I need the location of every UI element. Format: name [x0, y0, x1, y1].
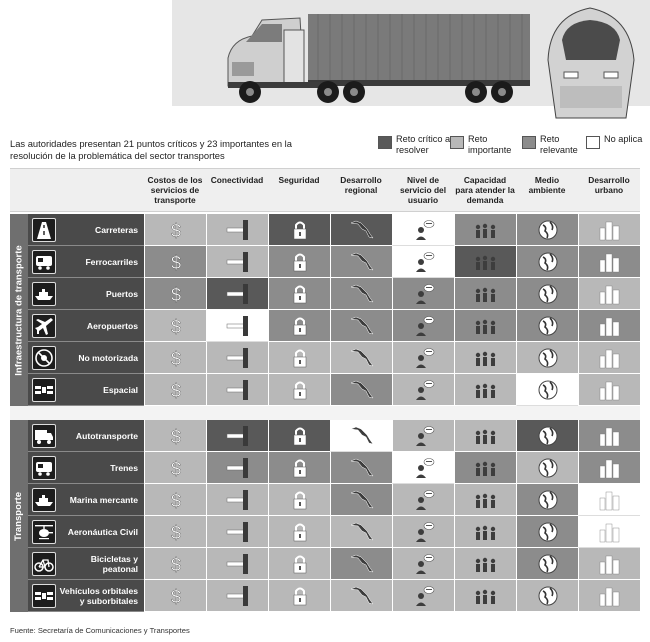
cell-costs: [144, 516, 206, 548]
user-speech-icon: [411, 250, 437, 274]
row-header: [28, 452, 144, 484]
padlock-icon: [287, 520, 313, 544]
crowd-icon: [473, 488, 499, 512]
crowd-icon: [473, 314, 499, 338]
row-label: Aeronáutica Civil: [67, 527, 138, 537]
cell-environment: [516, 278, 578, 310]
row-header: [28, 548, 144, 580]
cell-security: [268, 516, 330, 548]
cell-service: [392, 342, 454, 374]
table-row: [28, 580, 640, 612]
cell-regional: [330, 484, 392, 516]
globe-icon: [535, 584, 561, 608]
cell-costs: [144, 484, 206, 516]
group-separator: [10, 406, 640, 420]
cell-regional: [330, 374, 392, 406]
cell-security: [268, 374, 330, 406]
cell-urban: [578, 278, 640, 310]
mexico-map-icon: [349, 218, 375, 242]
city-icon: [597, 456, 623, 480]
cell-capacity: [454, 278, 516, 310]
cell-security: [268, 484, 330, 516]
padlock-icon: [287, 584, 313, 608]
column-header-environment: Medio ambiente: [528, 175, 566, 195]
cell-security: [268, 246, 330, 278]
cell-service: [392, 548, 454, 580]
globe-icon: [535, 488, 561, 512]
legend-swatch-relevant: [522, 136, 536, 149]
cell-capacity: [454, 374, 516, 406]
connection-bar-icon: [225, 218, 251, 242]
svg-text:$: $: [170, 252, 181, 273]
cell-service: [392, 214, 454, 246]
connection-bar-icon: [225, 520, 251, 544]
train-icon: [32, 456, 56, 480]
padlock-icon: [287, 378, 313, 402]
cell-capacity: [454, 452, 516, 484]
row-label: Aeropuertos: [86, 321, 138, 331]
cell-capacity: [454, 580, 516, 612]
globe-icon: [535, 218, 561, 242]
cell-capacity: [454, 246, 516, 278]
cell-capacity: [454, 214, 516, 246]
city-icon: [597, 346, 623, 370]
cell-costs: [144, 548, 206, 580]
connection-bar-icon: [225, 456, 251, 480]
legend-item-relevant: [522, 134, 588, 162]
legend-swatch-important: [450, 136, 464, 149]
row-label: Puertos: [106, 289, 138, 299]
bicycle-icon: [32, 552, 56, 576]
user-speech-icon: [411, 456, 437, 480]
city-icon: [597, 424, 623, 448]
cell-regional: [330, 342, 392, 374]
cell-connectivity: [206, 278, 268, 310]
crowd-icon: [473, 346, 499, 370]
column-header-service: Nivel de servicio del usuario: [399, 175, 447, 205]
cell-service: [392, 278, 454, 310]
cell-urban: [578, 484, 640, 516]
crowd-icon: [473, 584, 499, 608]
globe-icon: [535, 378, 561, 402]
connection-bar-icon: [225, 346, 251, 370]
row-header: [28, 580, 144, 612]
group-label-wrap: [10, 214, 28, 406]
cell-costs: [144, 278, 206, 310]
cell-security: [268, 452, 330, 484]
legend-label-relevant: Reto relevante: [540, 134, 578, 155]
cell-urban: [578, 420, 640, 452]
mexico-map-icon: [349, 584, 375, 608]
cell-security: [268, 342, 330, 374]
padlock-icon: [287, 346, 313, 370]
group-label: Transporte: [13, 491, 25, 541]
cell-service: [392, 452, 454, 484]
row-label: Vehículos orbitales y suborbitales: [59, 586, 138, 606]
plane-icon: [32, 314, 56, 338]
user-speech-icon: [411, 520, 437, 544]
dollar-icon: [163, 456, 189, 480]
padlock-icon: [287, 250, 313, 274]
cell-capacity: [454, 310, 516, 342]
row-label: Espacial: [103, 385, 138, 395]
connection-bar-icon: [225, 424, 251, 448]
cell-service: [392, 374, 454, 406]
satellite-icon: [32, 378, 56, 402]
cell-urban: [578, 310, 640, 342]
row-label: No motorizada: [78, 353, 138, 363]
svg-text:$: $: [170, 522, 181, 543]
cell-connectivity: [206, 484, 268, 516]
cell-environment: [516, 548, 578, 580]
row-label: Carreteras: [95, 225, 138, 235]
cell-urban: [578, 214, 640, 246]
table-row: [28, 452, 640, 484]
mexico-map-icon: [349, 346, 375, 370]
cell-costs: [144, 214, 206, 246]
column-header-urban: Desarrollo urbano: [588, 175, 630, 195]
svg-text:$: $: [170, 284, 181, 305]
cell-regional: [330, 452, 392, 484]
ship-icon: [32, 282, 56, 306]
row-header: [28, 246, 144, 278]
row-header: [28, 278, 144, 310]
row-header: [28, 484, 144, 516]
user-speech-icon: [411, 314, 437, 338]
cell-service: [392, 420, 454, 452]
satellite-icon: [32, 584, 56, 608]
connection-bar-icon: [225, 250, 251, 274]
cell-regional: [330, 214, 392, 246]
row-header: [28, 516, 144, 548]
dollar-icon: [163, 314, 189, 338]
cell-environment: [516, 374, 578, 406]
cell-capacity: [454, 420, 516, 452]
header-illustration: [0, 0, 650, 120]
table-row: [28, 516, 640, 548]
cell-urban: [578, 246, 640, 278]
dollar-icon: [163, 282, 189, 306]
cell-capacity: [454, 548, 516, 580]
cell-environment: [516, 420, 578, 452]
legend-item-none: [586, 134, 648, 162]
column-header-costs: Costos de los servicios de transporte: [147, 175, 203, 205]
city-icon: [597, 250, 623, 274]
globe-icon: [535, 346, 561, 370]
crowd-icon: [473, 378, 499, 402]
cell-costs: [144, 420, 206, 452]
cell-regional: [330, 420, 392, 452]
mexico-map-icon: [349, 456, 375, 480]
padlock-icon: [287, 218, 313, 242]
crowd-icon: [473, 552, 499, 576]
road-icon: [32, 218, 56, 242]
group-label-wrap: [10, 420, 28, 612]
table-row: [28, 484, 640, 516]
cell-costs: [144, 374, 206, 406]
column-header-capacity: Capacidad para atender la demanda: [455, 175, 515, 205]
dollar-icon: [163, 584, 189, 608]
dollar-icon: [163, 424, 189, 448]
cell-connectivity: [206, 310, 268, 342]
mexico-map-icon: [349, 282, 375, 306]
ship-icon: [32, 488, 56, 512]
cell-security: [268, 580, 330, 612]
cell-environment: [516, 342, 578, 374]
cell-regional: [330, 516, 392, 548]
globe-icon: [535, 456, 561, 480]
row-header: [28, 420, 144, 452]
truck-icon: [32, 424, 56, 448]
row-label: Autotransporte: [75, 431, 138, 441]
cell-service: [392, 484, 454, 516]
city-icon: [597, 314, 623, 338]
user-speech-icon: [411, 584, 437, 608]
globe-icon: [535, 424, 561, 448]
dollar-icon: [163, 346, 189, 370]
cell-service: [392, 246, 454, 278]
cell-security: [268, 214, 330, 246]
cell-urban: [578, 548, 640, 580]
legend: [378, 134, 648, 162]
cell-costs: [144, 246, 206, 278]
intro-text: Las autoridades presentan 21 puntos críticos y 23 importantes en la resolución de la problemática del sector transportes: [10, 138, 292, 161]
city-icon: [597, 378, 623, 402]
truck-illustration: [0, 0, 650, 120]
user-speech-icon: [411, 378, 437, 402]
cell-urban: [578, 516, 640, 548]
helicopter-icon: [32, 520, 56, 544]
row-label: Trenes: [110, 463, 138, 473]
cell-connectivity: [206, 548, 268, 580]
globe-icon: [535, 520, 561, 544]
cell-environment: [516, 452, 578, 484]
table-row: [28, 310, 640, 342]
svg-text:$: $: [170, 380, 181, 401]
table-row: [28, 246, 640, 278]
cell-service: [392, 310, 454, 342]
dollar-icon: [163, 218, 189, 242]
row-header: [28, 214, 144, 246]
source-note: Fuente: Secretaría de Comunicaciones y Transportes: [10, 626, 190, 635]
cell-urban: [578, 452, 640, 484]
user-speech-icon: [411, 552, 437, 576]
svg-text:$: $: [170, 316, 181, 337]
mexico-map-icon: [349, 552, 375, 576]
crowd-icon: [473, 424, 499, 448]
svg-text:$: $: [170, 348, 181, 369]
cell-costs: [144, 310, 206, 342]
cell-regional: [330, 548, 392, 580]
user-speech-icon: [411, 424, 437, 448]
group-bar-0: [10, 214, 28, 406]
padlock-icon: [287, 314, 313, 338]
mexico-map-icon: [349, 314, 375, 338]
cell-service: [392, 580, 454, 612]
padlock-icon: [287, 282, 313, 306]
cell-urban: [578, 580, 640, 612]
city-icon: [597, 282, 623, 306]
user-speech-icon: [411, 218, 437, 242]
city-icon: [597, 552, 623, 576]
cell-capacity: [454, 342, 516, 374]
cell-regional: [330, 246, 392, 278]
connection-bar-icon: [225, 282, 251, 306]
mexico-map-icon: [349, 424, 375, 448]
cell-connectivity: [206, 516, 268, 548]
legend-item-critical: [378, 134, 452, 162]
mexico-map-icon: [349, 488, 375, 512]
column-header-regional: Desarrollo regional: [340, 175, 382, 195]
crowd-icon: [473, 218, 499, 242]
cell-regional: [330, 580, 392, 612]
cell-connectivity: [206, 246, 268, 278]
globe-icon: [535, 282, 561, 306]
padlock-icon: [287, 488, 313, 512]
cell-regional: [330, 278, 392, 310]
dollar-icon: [163, 552, 189, 576]
padlock-icon: [287, 552, 313, 576]
cell-urban: [578, 374, 640, 406]
legend-label-critical: Reto crítico a resolver: [396, 134, 451, 155]
connection-bar-icon: [225, 378, 251, 402]
table-row: [28, 548, 640, 580]
crowd-icon: [473, 520, 499, 544]
table-row: [28, 420, 640, 452]
column-header-connectivity: Conectividad: [210, 175, 264, 185]
padlock-icon: [287, 424, 313, 448]
svg-text:$: $: [170, 490, 181, 511]
connection-bar-icon: [225, 552, 251, 576]
cell-connectivity: [206, 214, 268, 246]
legend-item-important: [450, 134, 522, 162]
svg-text:$: $: [170, 426, 181, 447]
row-label: Bicicletas y peatonal: [90, 554, 138, 574]
column-header-security: Seguridad: [278, 175, 320, 185]
cell-connectivity: [206, 342, 268, 374]
table-row: [28, 214, 640, 246]
cell-service: [392, 516, 454, 548]
cell-environment: [516, 516, 578, 548]
dollar-icon: [163, 378, 189, 402]
cell-connectivity: [206, 374, 268, 406]
globe-icon: [535, 250, 561, 274]
cell-connectivity: [206, 420, 268, 452]
row-header: [28, 310, 144, 342]
cell-costs: [144, 580, 206, 612]
svg-text:$: $: [170, 586, 181, 607]
table-row: [28, 374, 640, 406]
cell-capacity: [454, 516, 516, 548]
dollar-icon: [163, 250, 189, 274]
city-icon: [597, 520, 623, 544]
cell-costs: [144, 452, 206, 484]
cell-environment: [516, 214, 578, 246]
group-label: Infraestructura de transporte: [13, 244, 25, 376]
svg-text:$: $: [170, 458, 181, 479]
table-row: [28, 278, 640, 310]
cell-environment: [516, 246, 578, 278]
padlock-icon: [287, 456, 313, 480]
connection-bar-icon: [225, 488, 251, 512]
cell-urban: [578, 342, 640, 374]
legend-label-none: No aplica: [604, 134, 643, 144]
globe-icon: [535, 552, 561, 576]
cell-costs: [144, 342, 206, 374]
user-speech-icon: [411, 488, 437, 512]
city-icon: [597, 584, 623, 608]
city-icon: [597, 488, 623, 512]
cell-connectivity: [206, 580, 268, 612]
crowd-icon: [473, 250, 499, 274]
cell-environment: [516, 580, 578, 612]
cell-connectivity: [206, 452, 268, 484]
mexico-map-icon: [349, 378, 375, 402]
row-label: Ferrocarriles: [85, 257, 138, 267]
row-header: [28, 374, 144, 406]
nonmotorized-icon: [32, 346, 56, 370]
cell-security: [268, 548, 330, 580]
connection-bar-icon: [225, 584, 251, 608]
legend-swatch-critical: [378, 136, 392, 149]
cell-environment: [516, 484, 578, 516]
legend-swatch-none: [586, 136, 600, 149]
svg-text:$: $: [170, 554, 181, 575]
cell-security: [268, 278, 330, 310]
table-header: [10, 168, 640, 212]
table-row: [28, 342, 640, 374]
crowd-icon: [473, 282, 499, 306]
connection-bar-icon: [225, 314, 251, 338]
cell-security: [268, 420, 330, 452]
mexico-map-icon: [349, 520, 375, 544]
user-speech-icon: [411, 282, 437, 306]
globe-icon: [535, 314, 561, 338]
user-speech-icon: [411, 346, 437, 370]
cell-security: [268, 310, 330, 342]
row-header: [28, 342, 144, 374]
row-label: Marina mercante: [69, 495, 138, 505]
city-icon: [597, 218, 623, 242]
svg-text:$: $: [170, 220, 181, 241]
cell-environment: [516, 310, 578, 342]
group-bar-1: [10, 420, 28, 612]
legend-label-important: Reto importante: [468, 134, 512, 155]
mexico-map-icon: [349, 250, 375, 274]
cell-regional: [330, 310, 392, 342]
cell-capacity: [454, 484, 516, 516]
dollar-icon: [163, 520, 189, 544]
train-icon: [32, 250, 56, 274]
dollar-icon: [163, 488, 189, 512]
crowd-icon: [473, 456, 499, 480]
